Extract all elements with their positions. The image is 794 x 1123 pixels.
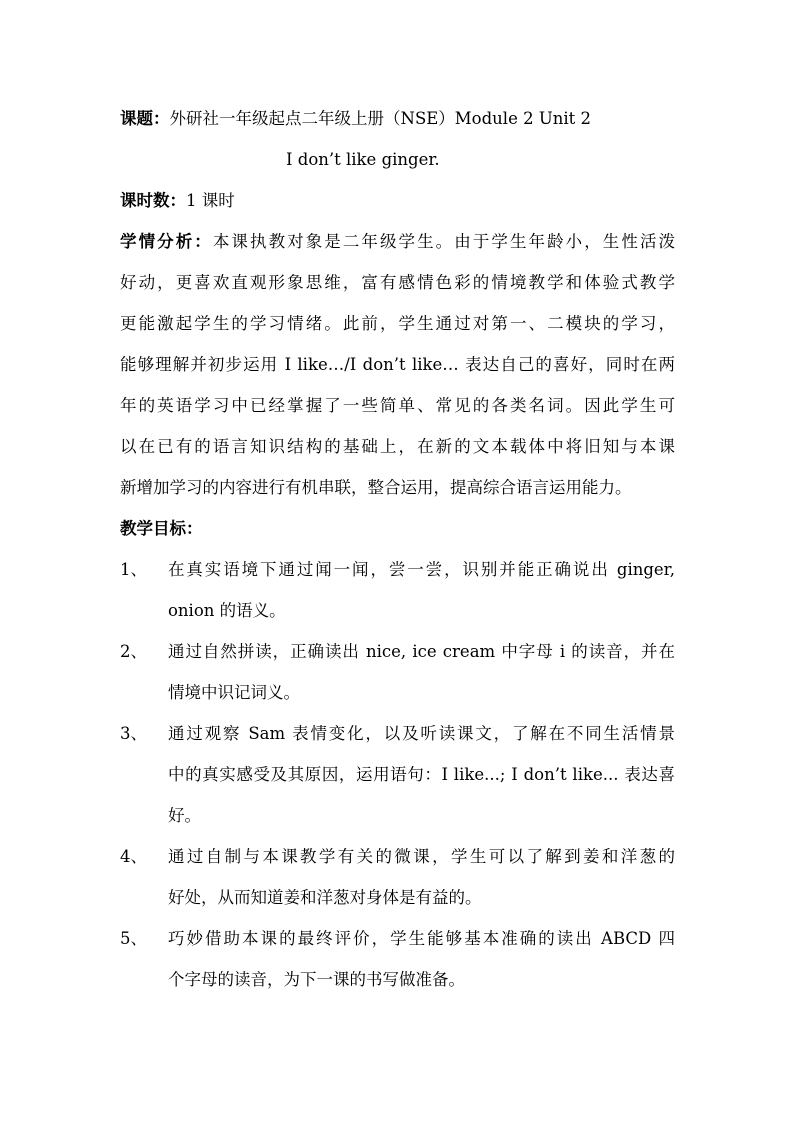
goal-item bbox=[120, 549, 675, 631]
goal-line: 好。 bbox=[168, 806, 201, 825]
goal-number: 4、 bbox=[120, 847, 147, 866]
title-line bbox=[120, 98, 675, 139]
analysis-line: 更能激起学生的学习情绪。此前，学生通过对第一、二模块的学习， bbox=[120, 314, 675, 333]
goal-line: 好处，从而知道姜和洋葱对身体是有益的。 bbox=[168, 888, 482, 907]
title-label: 课题： bbox=[120, 109, 170, 128]
goal-number: 5、 bbox=[120, 929, 147, 948]
goal-number: 3、 bbox=[120, 724, 147, 743]
goal-line: 通过自然拼读，正确读出 nice, ice cream 中字母 i 的读音，并在 bbox=[168, 642, 675, 661]
document-page bbox=[120, 98, 675, 1000]
goal-item bbox=[120, 836, 675, 918]
goal-number: 1、 bbox=[120, 560, 147, 579]
lesson-count-line bbox=[120, 180, 675, 221]
goals-heading: 教学目标： bbox=[120, 519, 203, 538]
goal-line: 中的真实感受及其原因，运用语句：I like...; I don’t like... 表达喜 bbox=[168, 765, 675, 784]
goal-line: 在真实语境下通过闻一闻，尝一尝，识别并能正确说出 ginger, bbox=[168, 560, 675, 579]
goal-line: 个字母的读音，为下一课的书写做准备。 bbox=[168, 970, 465, 989]
title-text: 外研社一年级起点二年级上册（NSE）Module 2 Unit 2 bbox=[169, 109, 592, 128]
goal-line: 巧妙借助本课的最终评价，学生能够基本准确的读出 ABCD 四 bbox=[168, 929, 675, 948]
analysis-line: 学情分析：本课执教对象是二年级学生。由于学生年龄小，生性活泼 bbox=[120, 232, 676, 251]
title-subtitle: I don’t like ginger. bbox=[286, 150, 440, 169]
goal-line: 通过观察 Sam 表情变化，以及听读课文，了解在不同生活情景 bbox=[168, 724, 675, 743]
analysis-line: 能够理解并初步运用 I like…/I don’t like… 表达自己的喜好，同时在两 bbox=[120, 355, 675, 374]
goal-number: 2、 bbox=[120, 642, 147, 661]
analysis-line: 以在已有的语言知识结构的基础上，在新的文本载体中将旧知与本课 bbox=[120, 437, 675, 456]
analysis-paragraph bbox=[120, 221, 675, 508]
analysis-line: 年的英语学习中已经掌握了一些简单、常见的各类名词。因此学生可 bbox=[120, 396, 675, 415]
analysis-label: 学情分析： bbox=[120, 232, 213, 251]
goal-line: onion 的语义。 bbox=[168, 601, 286, 620]
analysis-line: 好动，更喜欢直观形象思维，富有感情色彩的情境教学和体验式教学 bbox=[120, 273, 675, 292]
analysis-line: 新增加学习的内容进行有机串联，整合运用，提高综合语言运用能力。 bbox=[120, 478, 632, 497]
goal-line: 情境中识记词义。 bbox=[168, 683, 300, 702]
goal-item bbox=[120, 713, 675, 836]
goal-item bbox=[120, 918, 675, 1000]
goal-line: 通过自制与本课教学有关的微课，学生可以了解到姜和洋葱的 bbox=[168, 847, 675, 866]
lesson-count-label: 课时数： bbox=[120, 191, 186, 210]
lesson-count-text: 1 课时 bbox=[186, 191, 235, 210]
goal-item bbox=[120, 631, 675, 713]
